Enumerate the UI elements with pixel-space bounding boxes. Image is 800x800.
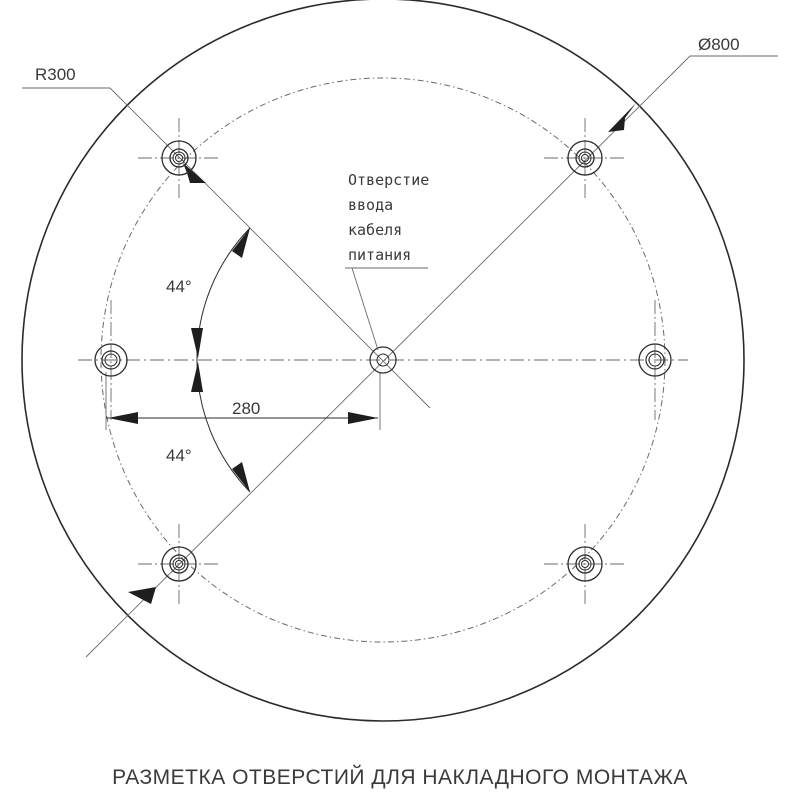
d800-arrow-upper bbox=[608, 103, 636, 132]
angle-arrow-4 bbox=[232, 462, 250, 492]
dim-280-arrow-right bbox=[348, 412, 378, 424]
dim-280-label: 280 bbox=[232, 399, 261, 418]
diameter-label: Ø800 bbox=[698, 35, 740, 54]
cable-note-line-2: ввода bbox=[348, 196, 394, 214]
cable-note-line-3: кабеля bbox=[348, 221, 403, 239]
angle-arrow-3 bbox=[191, 362, 203, 392]
diagram-caption: РАЗМЕТКА ОТВЕРСТИЙ ДЛЯ НАКЛАДНОГО МОНТАЖА bbox=[112, 766, 688, 789]
angle-arrow-2 bbox=[191, 328, 203, 358]
angle-arrow-1 bbox=[232, 228, 250, 258]
cable-note-line-4: питания bbox=[348, 246, 412, 264]
note-leader bbox=[352, 268, 378, 350]
angle-upper-label: 44° bbox=[166, 277, 192, 296]
angle-lower-label: 44° bbox=[166, 446, 192, 465]
cable-note-line-1: Отверстие bbox=[348, 171, 430, 189]
dim-280-arrow-left bbox=[108, 412, 138, 424]
radius-label: R300 bbox=[35, 65, 76, 84]
